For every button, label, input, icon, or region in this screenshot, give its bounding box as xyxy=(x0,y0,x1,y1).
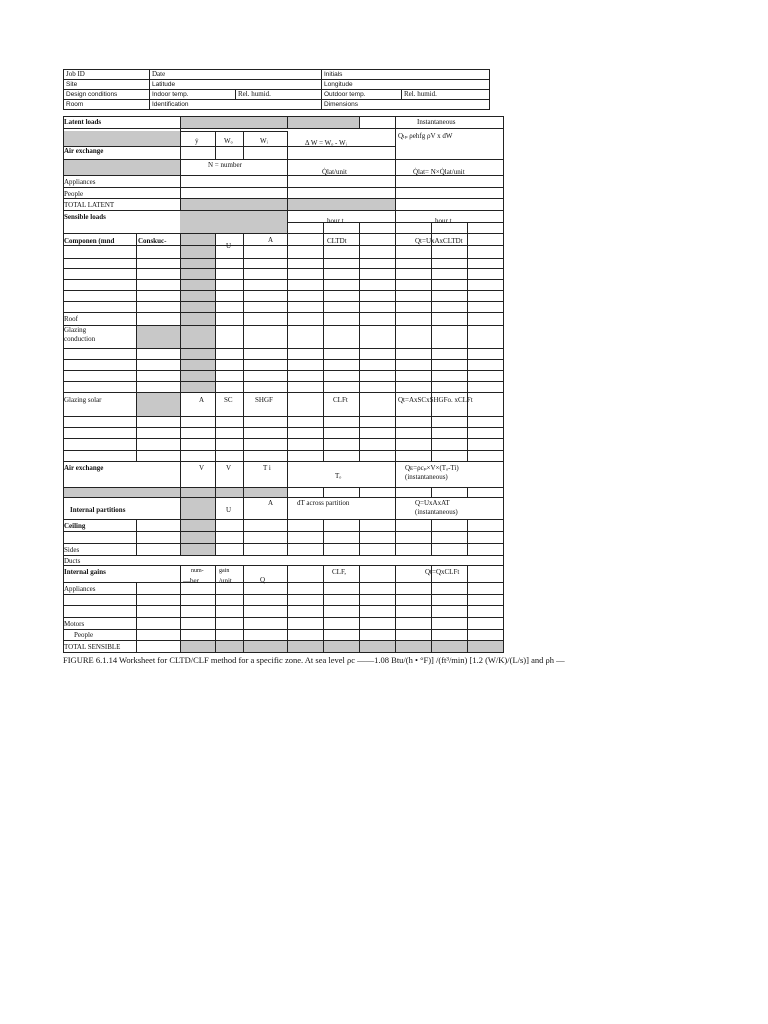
ip-u-label: U xyxy=(226,506,232,514)
latent-shade xyxy=(63,131,180,146)
hour-t-label-2: hour t xyxy=(435,217,452,225)
grid-line xyxy=(63,187,504,188)
q-lat-formula-label: Q̇lat= N×Q̇lat/unit xyxy=(413,168,465,176)
grid-line xyxy=(215,497,216,555)
grid-line xyxy=(323,233,324,392)
grid-line xyxy=(63,245,504,246)
grid-line xyxy=(359,392,360,461)
cltd-label: CLTDt xyxy=(327,237,347,245)
identification-label: Identification xyxy=(150,100,322,110)
air-exchange-shade xyxy=(63,487,287,497)
ceiling-label: Ceiling xyxy=(64,522,86,530)
grid-line xyxy=(215,233,216,392)
grid-line xyxy=(467,487,468,497)
grid-line xyxy=(180,392,181,461)
grid-line xyxy=(287,159,288,210)
grid-line xyxy=(63,381,504,382)
grid-line xyxy=(243,233,244,392)
grid-line xyxy=(63,531,504,532)
grid-line xyxy=(63,450,504,451)
grid-line xyxy=(180,497,181,555)
grid-line xyxy=(287,497,288,555)
ae-v2-label: V xyxy=(226,464,232,472)
grid-line xyxy=(63,268,504,269)
v-dot-label: ẏ xyxy=(195,137,199,145)
grid-line xyxy=(359,222,360,233)
grid-line xyxy=(63,605,504,606)
grid-line xyxy=(287,461,288,497)
sensible-loads-title: Sensible loads xyxy=(64,213,106,221)
ip-dt-label: dT across partition xyxy=(297,499,350,507)
ig-gain-top-label: gain xyxy=(219,568,230,574)
grid-line xyxy=(63,565,504,566)
latent-loads-title: Latent loads xyxy=(64,118,102,126)
gs-clf-label: CLFt xyxy=(333,396,348,404)
grid-line xyxy=(215,565,216,653)
grid-line xyxy=(63,210,504,211)
construction-label: Conskuc- xyxy=(138,237,167,245)
grid-line xyxy=(63,617,504,618)
motors-label: Motors xyxy=(64,620,85,628)
date-label: Date xyxy=(150,70,322,80)
grid-line xyxy=(63,640,504,641)
longitude-label: Longitude xyxy=(322,80,490,90)
rel-humid-label-2: Rel. humid. xyxy=(402,90,490,100)
grid-line xyxy=(431,233,432,392)
glazing-conduction-label-1: Glazing xyxy=(64,326,87,334)
grid-line xyxy=(243,392,244,461)
component-label: Componen (mnd xyxy=(64,237,115,245)
rel-humid-label-1: Rel. humid. xyxy=(236,90,322,100)
grid-line xyxy=(243,131,244,159)
sensible-appliances-label: Appliances xyxy=(64,585,96,593)
grid-line xyxy=(63,348,504,349)
ql-formula-label: Qₗₚ ρеhfg ρV x dW xyxy=(398,132,453,140)
grid-line xyxy=(63,325,504,326)
total-sensible-shade xyxy=(287,640,323,652)
grid-line xyxy=(63,258,504,259)
grid-line xyxy=(503,116,504,653)
grid-line xyxy=(287,116,288,128)
ig-q-label: Q xyxy=(260,576,266,584)
glazing-solar-shade xyxy=(136,392,180,416)
grid-line xyxy=(215,392,216,461)
grid-line xyxy=(323,392,324,461)
internal-partitions-label: Internal partitions xyxy=(70,506,126,514)
grid-line xyxy=(431,565,432,653)
grid-line xyxy=(395,565,396,653)
grid-line xyxy=(431,487,432,497)
grid-line xyxy=(63,359,504,360)
grid-line xyxy=(287,392,288,461)
dimensions-label: Dimensions xyxy=(322,100,490,110)
indoor-temp-label: Indoor temp. xyxy=(150,90,236,100)
grid-line xyxy=(63,594,504,595)
ig-clf-label: CLF, xyxy=(332,568,347,576)
site-label: Site xyxy=(64,80,150,90)
grid-line xyxy=(359,233,360,392)
gs-sc-label: SC xyxy=(224,396,233,404)
grid-line xyxy=(359,487,360,497)
figure-caption: FIGURE 6.1.14 Worksheet for CLTD/CLF method for a specific zone. At sea level ρc ——1.08 Btu/(h • °F)] /(ft³/min) [1.2 (W/K)/(L/s)] and ρh — xyxy=(63,655,565,665)
grid-line xyxy=(467,519,468,555)
outdoor-temp-label: Outdoor temp. xyxy=(322,90,402,100)
hour-t-label-1: hour t xyxy=(327,217,344,225)
instantaneous-label: Instantaneous xyxy=(417,118,456,126)
a-label: A xyxy=(268,236,274,244)
grid-line xyxy=(215,131,216,159)
latent-shade xyxy=(63,159,180,175)
grid-line xyxy=(63,582,504,583)
grid-line xyxy=(180,131,288,132)
ae-q-note-label: (instantaneous) xyxy=(405,473,448,481)
grid-line xyxy=(63,555,504,556)
grid-line xyxy=(359,519,360,555)
q-cltd-label: Qt=UxAxCLTDt xyxy=(415,237,463,245)
design-conditions-label: Design conditions xyxy=(64,90,150,100)
grid-line xyxy=(136,582,137,653)
gs-a-label: A xyxy=(199,396,205,404)
grid-line xyxy=(431,222,432,233)
room-label: Room xyxy=(64,100,150,110)
glazing-solar-label: Glazing solar xyxy=(64,396,102,404)
grid-line xyxy=(63,290,504,291)
grid-line xyxy=(395,461,396,497)
grid-line xyxy=(180,565,181,653)
internal-gains-label: Internal gains xyxy=(64,568,106,576)
n-number-label: N = number xyxy=(208,161,242,169)
wi-label: Wᵢ xyxy=(260,137,268,145)
ig-number-label: —ber xyxy=(183,577,199,585)
grid-line xyxy=(63,279,504,280)
grid-line xyxy=(63,427,504,428)
sensible-people-label: People xyxy=(74,631,94,639)
air-exchange-sensible-label: Air exchange xyxy=(64,464,104,472)
ae-v1-label: V xyxy=(199,464,205,472)
total-sensible-label: TOTAL SENSIBLE xyxy=(64,643,121,651)
grid-line xyxy=(63,438,504,439)
grid-line xyxy=(323,519,324,555)
grid-line xyxy=(63,128,504,129)
grid-line xyxy=(180,461,181,497)
grid-line xyxy=(243,497,244,555)
grid-line xyxy=(63,312,504,313)
grid-line xyxy=(243,565,244,653)
grid-line xyxy=(395,233,396,392)
grid-line xyxy=(63,416,504,417)
grid-line xyxy=(467,222,468,233)
grid-line xyxy=(63,233,504,234)
grid-line xyxy=(63,392,504,393)
grid-line xyxy=(63,461,504,462)
grid-line xyxy=(467,233,468,392)
air-exchange-latent-label: Air exchange xyxy=(64,147,104,155)
grid-line xyxy=(359,565,360,653)
ae-q-label: Qᴇ=ρсₚ×V×(Tₒ-Ti) xyxy=(405,464,459,472)
grid-line xyxy=(63,543,504,544)
wo-label: Wₒ xyxy=(224,137,233,145)
grid-line xyxy=(215,461,216,497)
grid-line xyxy=(136,233,137,392)
grid-line xyxy=(63,159,504,160)
sides-label: Sides xyxy=(64,546,80,554)
grid-line xyxy=(323,222,324,233)
ae-ti-label: T i xyxy=(263,464,271,472)
grid-line xyxy=(63,629,504,630)
grid-line xyxy=(395,392,396,461)
sensible-shade xyxy=(180,210,287,233)
gs-q-label: Qt=AxSCxSHGFo. xCLFt xyxy=(398,396,473,404)
grid-line xyxy=(180,233,181,392)
grid-line xyxy=(63,116,504,117)
ig-number-top-label: num- xyxy=(191,568,204,574)
grid-line xyxy=(136,392,137,461)
ip-q-note-label: (instantaneous) xyxy=(415,508,458,516)
latent-appliances-label: Appliances xyxy=(64,178,96,186)
ip-a-label: A xyxy=(268,499,274,507)
grid-line xyxy=(467,565,468,653)
grid-line xyxy=(243,461,244,497)
ip-q-label: Q=UxAxAT xyxy=(415,499,450,507)
grid-line xyxy=(287,131,288,159)
partition-shade xyxy=(180,497,215,555)
grid-line xyxy=(63,198,504,199)
grid-line xyxy=(395,116,396,210)
job-id-label: Job ID xyxy=(64,70,150,80)
gs-shgf-label: SHGF xyxy=(255,396,273,404)
grid-line xyxy=(323,565,324,653)
grid-line xyxy=(63,370,504,371)
grid-line xyxy=(359,116,360,128)
glazing-conduction-label-2: conduction xyxy=(64,335,96,343)
grid-line xyxy=(395,497,396,555)
latent-shade xyxy=(287,116,359,128)
grid-line xyxy=(136,519,137,555)
grid-line xyxy=(431,519,432,555)
ig-qt-label: Qt=QxCLFt xyxy=(425,568,460,576)
u-label: U xyxy=(226,242,232,250)
ae-to-label: Tₒ xyxy=(335,472,342,480)
grid-line xyxy=(63,487,504,488)
ducts-label: Ducts xyxy=(64,557,81,565)
latent-shade xyxy=(180,116,287,128)
roof-label: Roof xyxy=(64,315,78,323)
initials-label: Initials xyxy=(322,70,490,80)
delta-w-label: Δ W = Wₒ - Wᵢ xyxy=(305,139,347,147)
glazing-shade xyxy=(136,325,180,348)
grid-line xyxy=(287,565,288,653)
grid-line xyxy=(287,233,288,392)
grid-line xyxy=(63,519,504,520)
q-lat-unit-label: Q̇lat/unit xyxy=(322,168,347,176)
grid-line xyxy=(63,652,504,653)
ig-gain-label: /unit xyxy=(219,577,232,585)
total-sensible-shade xyxy=(180,640,503,652)
total-latent-label: TOTAL LATENT xyxy=(64,201,115,209)
latitude-label: Latitude xyxy=(150,80,322,90)
grid-line xyxy=(63,301,504,302)
grid-line xyxy=(323,487,324,497)
grid-line xyxy=(63,497,504,498)
latent-people-label: People xyxy=(64,190,84,198)
